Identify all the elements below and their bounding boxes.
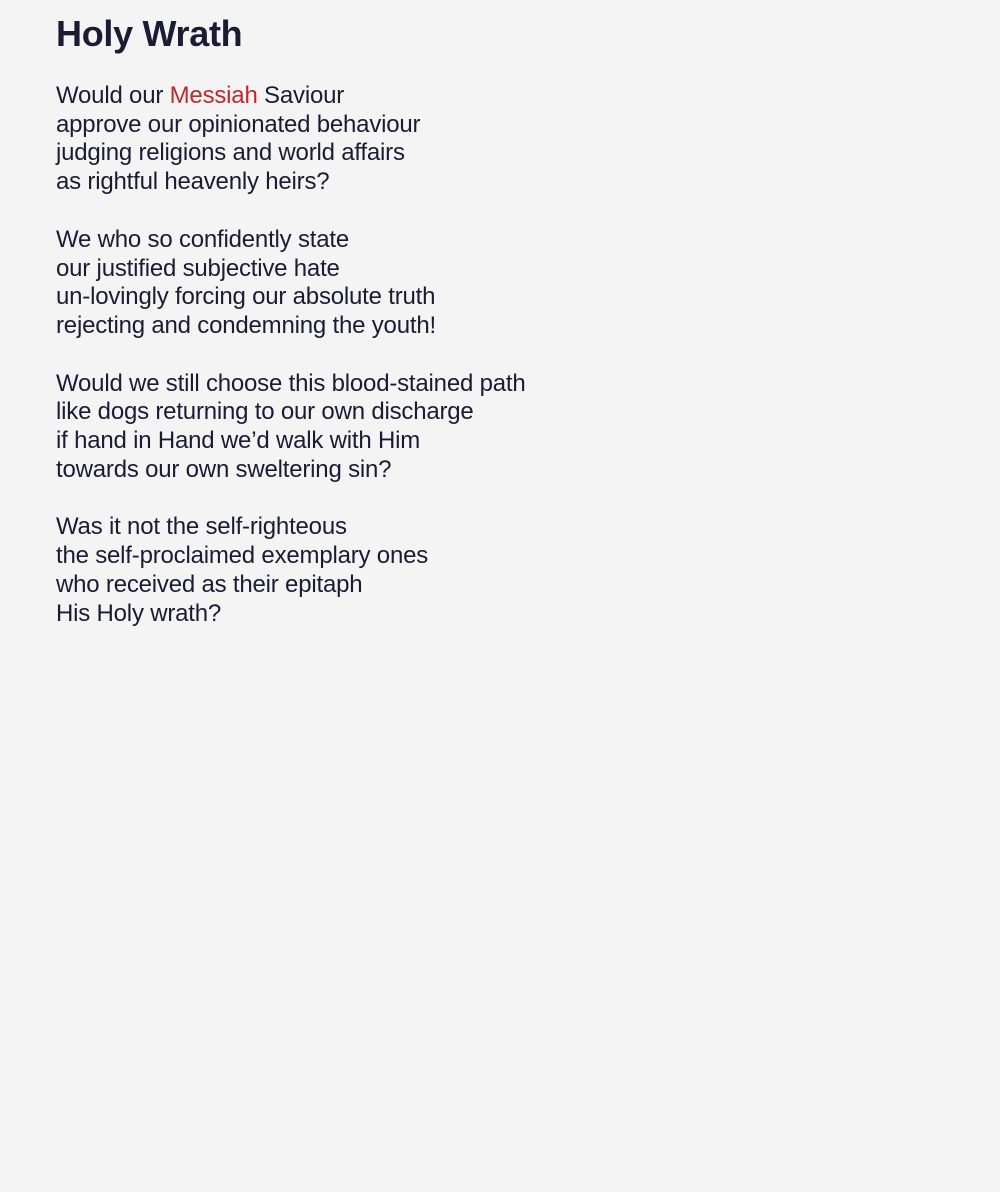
poem-line: un-lovingly forcing our absolute truth [56, 283, 436, 311]
poem [56, 14, 956, 657]
poem-line: judging religions and world affairs [56, 139, 405, 167]
poem-body [56, 82, 956, 628]
highlighted-word: Messiah [169, 82, 258, 109]
poem-line: like dogs returning to our own discharge [56, 398, 474, 426]
poem-line: We who so confidently state [56, 225, 349, 253]
stanza-3 [56, 370, 956, 485]
stanza-1 [56, 82, 956, 197]
poem-line: approve our opinionated behaviour [56, 110, 421, 138]
stanza-4 [56, 513, 956, 628]
poem-line: His Holy wrath? [56, 599, 222, 627]
poem-line: the self-proclaimed exemplary ones [56, 542, 429, 570]
poem-title: Holy Wrath [56, 13, 243, 54]
poem-line: Was it not the self-righteous [56, 513, 347, 541]
stanza-2 [56, 226, 956, 341]
poem-line: Would we still choose this blood-stained path [56, 369, 526, 397]
poem-line: if hand in Hand we’d walk with Him [56, 427, 421, 455]
poem-line: towards our own sweltering sin? [56, 455, 392, 483]
line-text: Would our [56, 82, 170, 109]
poem-line: as rightful heavenly heirs? [56, 168, 330, 196]
line-text: Saviour [257, 82, 345, 109]
poem-line: our justified subjective hate [56, 254, 340, 282]
poem-line: rejecting and condemning the youth! [56, 311, 436, 339]
poem-line: who received as their epitaph [56, 570, 363, 598]
poem-line [56, 82, 956, 111]
